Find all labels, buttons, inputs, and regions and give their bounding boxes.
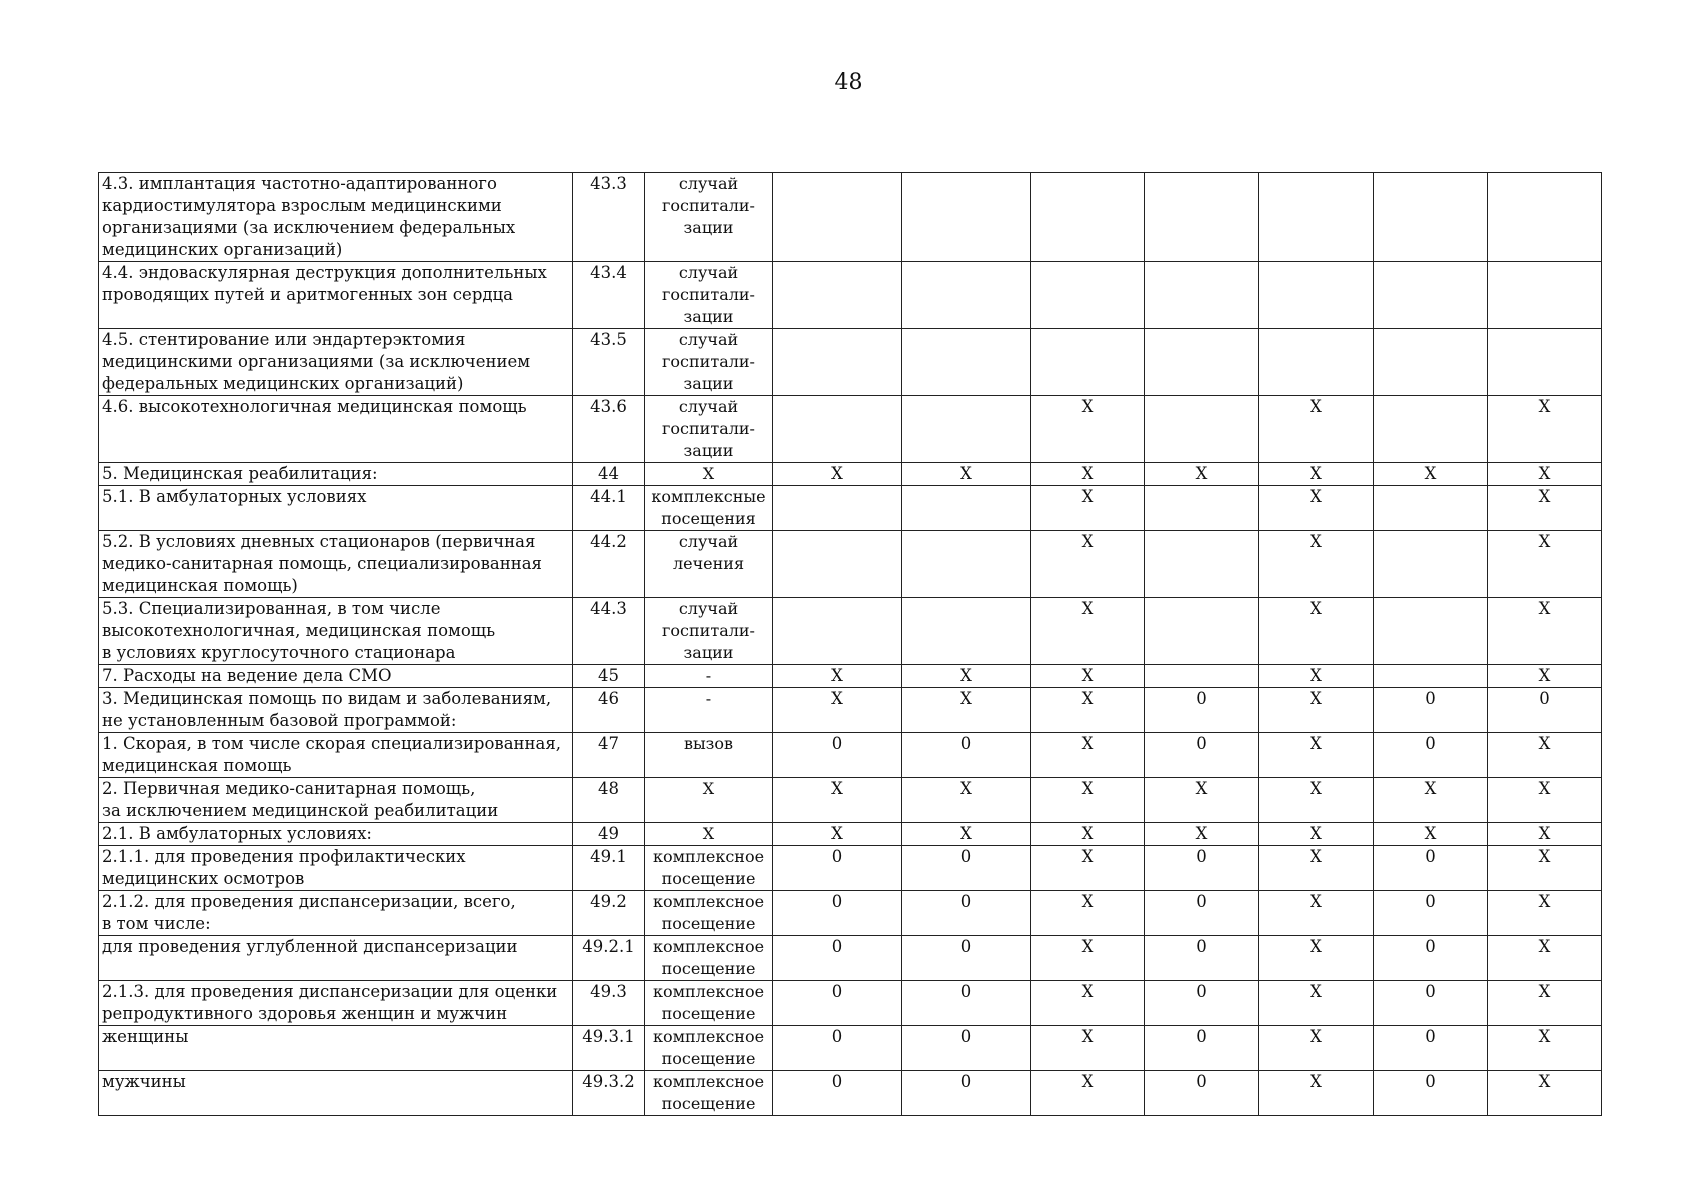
row-code-cell: 49.3.1: [573, 1026, 645, 1071]
row-value-cell: X: [902, 778, 1031, 823]
row-value-cell: X: [1259, 598, 1374, 665]
row-name-cell: [99, 846, 573, 891]
row-name-cell: [99, 688, 573, 733]
row-value-cell: X: [1259, 688, 1374, 733]
row-value-cell: X: [1031, 688, 1145, 733]
row-value-cell: X: [1031, 665, 1145, 688]
row-value-cell: X: [1488, 936, 1602, 981]
table-row: [99, 665, 1602, 688]
table-row: [99, 531, 1602, 598]
row-value-cell: X: [1488, 981, 1602, 1026]
row-value-cell: X: [1145, 778, 1259, 823]
row-value-cell: [1145, 173, 1259, 262]
row-value-cell: [1259, 262, 1374, 329]
row-value-cell: X: [902, 823, 1031, 846]
row-name-cell: [99, 598, 573, 665]
row-unit-line: комплексное: [652, 937, 765, 956]
table-body: [99, 173, 1602, 1116]
row-code-cell: 44: [573, 463, 645, 486]
row-unit-line: зации: [683, 643, 734, 662]
row-value-cell: X: [1031, 846, 1145, 891]
row-name-line: 2.1. В амбулаторных условиях:: [102, 824, 372, 843]
row-value-cell: 0: [902, 846, 1031, 891]
row-unit-line: X: [702, 779, 715, 798]
row-unit-line: лечения: [672, 554, 745, 573]
row-value-cell: [1145, 598, 1259, 665]
row-unit-line: X: [702, 824, 715, 843]
table-row: [99, 733, 1602, 778]
row-value-cell: [1374, 329, 1488, 396]
row-unit-cell: [645, 688, 773, 733]
row-value-cell: X: [1488, 778, 1602, 823]
row-unit-cell: [645, 1071, 773, 1116]
row-name-line: 2.1.3. для проведения диспансеризации для оценки: [102, 982, 558, 1001]
row-value-cell: X: [1488, 396, 1602, 463]
row-name-cell: [99, 778, 573, 823]
row-unit-cell: [645, 891, 773, 936]
page-number: 48: [834, 70, 863, 95]
row-name-line: организациями (за исключением федеральных: [102, 218, 516, 237]
row-unit-line: зации: [683, 441, 734, 460]
row-value-cell: [1145, 329, 1259, 396]
row-value-cell: [1145, 486, 1259, 531]
row-unit-line: посещение: [661, 914, 756, 933]
row-unit-line: случай: [678, 397, 739, 416]
row-value-cell: [1374, 665, 1488, 688]
row-unit-line: госпитали-: [662, 196, 755, 215]
row-name-cell: [99, 665, 573, 688]
row-name-line: медицинская помощь): [102, 576, 298, 595]
row-value-cell: X: [1145, 463, 1259, 486]
row-value-cell: 0: [1145, 981, 1259, 1026]
row-name-cell: [99, 173, 573, 262]
row-value-cell: X: [773, 778, 902, 823]
row-unit-line: комплексные: [651, 487, 766, 506]
row-value-cell: X: [1031, 936, 1145, 981]
row-value-cell: X: [1488, 891, 1602, 936]
row-value-cell: X: [1488, 846, 1602, 891]
row-value-cell: X: [1031, 891, 1145, 936]
row-value-cell: X: [1259, 891, 1374, 936]
row-name-line: 5.3. Специализированная, в том числе: [102, 599, 441, 618]
row-value-cell: [773, 329, 902, 396]
row-unit-line: комплексное: [652, 1027, 765, 1046]
row-name-line: 5.1. В амбулаторных условиях: [102, 487, 367, 506]
row-value-cell: 0: [1374, 981, 1488, 1026]
table-row: [99, 598, 1602, 665]
row-value-cell: 0: [1145, 891, 1259, 936]
row-unit-line: X: [702, 464, 715, 483]
row-code-cell: 43.4: [573, 262, 645, 329]
row-unit-line: случай: [678, 330, 739, 349]
row-value-cell: X: [902, 665, 1031, 688]
row-name-line: 3. Медицинская помощь по видам и заболеваниям,: [102, 689, 552, 708]
row-value-cell: 0: [1145, 733, 1259, 778]
row-value-cell: [1374, 262, 1488, 329]
row-unit-line: комплексное: [652, 847, 765, 866]
row-name-cell: [99, 262, 573, 329]
row-value-cell: [1488, 262, 1602, 329]
row-value-cell: X: [1488, 665, 1602, 688]
row-unit-cell: [645, 846, 773, 891]
row-name-cell: [99, 463, 573, 486]
row-unit-line: посещение: [661, 1004, 756, 1023]
row-value-cell: [1145, 665, 1259, 688]
row-code-cell: 49.3: [573, 981, 645, 1026]
row-code-cell: 43.6: [573, 396, 645, 463]
row-value-cell: X: [1374, 778, 1488, 823]
row-name-cell: [99, 396, 573, 463]
row-value-cell: X: [1031, 733, 1145, 778]
row-value-cell: X: [902, 463, 1031, 486]
row-name-line: для проведения углубленной диспансеризации: [102, 937, 518, 956]
row-unit-line: зации: [683, 307, 734, 326]
row-value-cell: [1259, 329, 1374, 396]
row-value-cell: X: [1259, 733, 1374, 778]
row-name-line: медицинских организаций): [102, 240, 343, 259]
row-unit-line: посещение: [661, 959, 756, 978]
row-unit-cell: [645, 598, 773, 665]
row-name-line: 4.4. эндоваскулярная деструкция дополнительных: [102, 263, 547, 282]
row-value-cell: [773, 486, 902, 531]
row-name-line: проводящих путей и аритмогенных зон сердца: [102, 285, 513, 304]
row-name-line: в том числе:: [102, 914, 211, 933]
table-row: [99, 262, 1602, 329]
row-value-cell: 0: [1374, 846, 1488, 891]
row-unit-line: вызов: [683, 734, 734, 753]
table-row: [99, 463, 1602, 486]
row-unit-cell: [645, 981, 773, 1026]
row-value-cell: 0: [902, 981, 1031, 1026]
row-value-cell: X: [1259, 486, 1374, 531]
row-value-cell: [1259, 173, 1374, 262]
row-code-cell: 49.1: [573, 846, 645, 891]
row-unit-line: госпитали-: [662, 419, 755, 438]
row-code-cell: 44.3: [573, 598, 645, 665]
row-name-cell: [99, 981, 573, 1026]
row-unit-line: госпитали-: [662, 285, 755, 304]
table-row: [99, 173, 1602, 262]
row-unit-line: посещение: [661, 869, 756, 888]
row-name-line: женщины: [102, 1027, 189, 1046]
row-unit-line: посещение: [661, 1094, 756, 1113]
row-name-cell: [99, 1026, 573, 1071]
row-value-cell: X: [1259, 846, 1374, 891]
row-value-cell: [1374, 598, 1488, 665]
row-value-cell: [773, 598, 902, 665]
row-code-cell: 45: [573, 665, 645, 688]
row-unit-line: -: [705, 689, 712, 708]
row-value-cell: [1145, 262, 1259, 329]
row-name-cell: [99, 823, 573, 846]
row-code-cell: 46: [573, 688, 645, 733]
row-value-cell: 0: [1374, 688, 1488, 733]
row-value-cell: X: [1374, 463, 1488, 486]
row-value-cell: 0: [773, 1071, 902, 1116]
row-value-cell: X: [1145, 823, 1259, 846]
row-value-cell: X: [773, 463, 902, 486]
row-value-cell: X: [1031, 463, 1145, 486]
row-name-line: 2.1.1. для проведения профилактических: [102, 847, 466, 866]
row-value-cell: [902, 396, 1031, 463]
row-value-cell: X: [1031, 823, 1145, 846]
row-name-line: высокотехнологичная, медицинская помощь: [102, 621, 496, 640]
row-name-line: 2. Первичная медико-санитарная помощь,: [102, 779, 476, 798]
row-unit-cell: [645, 778, 773, 823]
table-row: [99, 823, 1602, 846]
row-name-line: мужчины: [102, 1072, 186, 1091]
table-row: [99, 1071, 1602, 1116]
table-row: [99, 486, 1602, 531]
row-code-cell: 48: [573, 778, 645, 823]
row-unit-cell: [645, 531, 773, 598]
row-value-cell: 0: [1374, 936, 1488, 981]
row-unit-line: комплексное: [652, 892, 765, 911]
row-name-line: федеральных медицинских организаций): [102, 374, 464, 393]
row-name-cell: [99, 486, 573, 531]
row-value-cell: [1488, 329, 1602, 396]
row-name-cell: [99, 1071, 573, 1116]
row-name-line: 2.1.2. для проведения диспансеризации, всего,: [102, 892, 516, 911]
row-value-cell: X: [1259, 665, 1374, 688]
row-value-cell: 0: [1145, 936, 1259, 981]
row-value-cell: X: [1031, 981, 1145, 1026]
row-code-cell: 49.2: [573, 891, 645, 936]
row-value-cell: X: [1259, 1026, 1374, 1071]
table-row: [99, 329, 1602, 396]
row-value-cell: [1374, 173, 1488, 262]
row-value-cell: 0: [902, 733, 1031, 778]
row-unit-cell: [645, 329, 773, 396]
row-value-cell: 0: [902, 1026, 1031, 1071]
table-row: [99, 891, 1602, 936]
row-code-cell: 43.3: [573, 173, 645, 262]
row-unit-cell: [645, 936, 773, 981]
row-unit-cell: [645, 396, 773, 463]
row-unit-line: комплексное: [652, 982, 765, 1001]
row-name-line: медицинских осмотров: [102, 869, 305, 888]
row-unit-line: зации: [683, 374, 734, 393]
row-value-cell: X: [1259, 396, 1374, 463]
table-row: [99, 396, 1602, 463]
row-value-cell: 0: [773, 891, 902, 936]
row-unit-line: госпитали-: [662, 352, 755, 371]
row-unit-line: случай: [678, 599, 739, 618]
row-value-cell: [1374, 396, 1488, 463]
row-value-cell: X: [1488, 463, 1602, 486]
row-name-cell: [99, 936, 573, 981]
row-value-cell: X: [1031, 486, 1145, 531]
row-code-cell: 49.2.1: [573, 936, 645, 981]
table-row: [99, 846, 1602, 891]
row-value-cell: [773, 531, 902, 598]
table-row: [99, 1026, 1602, 1071]
row-value-cell: X: [1031, 1071, 1145, 1116]
row-code-cell: 44.1: [573, 486, 645, 531]
row-value-cell: X: [1374, 823, 1488, 846]
row-name-line: 4.5. стентирование или эндартерэктомия: [102, 330, 466, 349]
row-value-cell: X: [1259, 981, 1374, 1026]
row-name-line: не установленным базовой программой:: [102, 711, 457, 730]
table-row: [99, 936, 1602, 981]
table-row: [99, 778, 1602, 823]
row-unit-cell: [645, 1026, 773, 1071]
table-row: [99, 981, 1602, 1026]
row-value-cell: [902, 329, 1031, 396]
row-value-cell: 0: [902, 1071, 1031, 1116]
row-value-cell: 0: [773, 846, 902, 891]
row-value-cell: X: [773, 688, 902, 733]
row-code-cell: 43.5: [573, 329, 645, 396]
row-unit-cell: [645, 173, 773, 262]
row-value-cell: X: [1031, 778, 1145, 823]
row-value-cell: [1145, 531, 1259, 598]
row-value-cell: [773, 396, 902, 463]
row-value-cell: X: [1488, 598, 1602, 665]
row-value-cell: X: [902, 688, 1031, 733]
row-value-cell: X: [1488, 531, 1602, 598]
row-value-cell: [902, 262, 1031, 329]
row-value-cell: X: [1259, 936, 1374, 981]
row-unit-line: посещение: [661, 1049, 756, 1068]
row-value-cell: [1145, 396, 1259, 463]
row-unit-cell: [645, 262, 773, 329]
row-value-cell: [773, 262, 902, 329]
row-name-line: 4.3. имплантация частотно-адаптированного: [102, 174, 497, 193]
row-value-cell: X: [1488, 733, 1602, 778]
row-value-cell: X: [1259, 463, 1374, 486]
row-name-cell: [99, 329, 573, 396]
row-name-line: 4.6. высокотехнологичная медицинская помощь: [102, 397, 527, 416]
row-unit-line: комплексное: [652, 1072, 765, 1091]
row-name-line: в условиях круглосуточного стационара: [102, 643, 456, 662]
row-name-cell: [99, 531, 573, 598]
row-value-cell: 0: [1374, 733, 1488, 778]
row-value-cell: 0: [773, 936, 902, 981]
row-value-cell: 0: [1374, 891, 1488, 936]
row-name-cell: [99, 891, 573, 936]
row-value-cell: 0: [1145, 688, 1259, 733]
row-value-cell: X: [1488, 486, 1602, 531]
row-unit-cell: [645, 733, 773, 778]
row-value-cell: X: [773, 665, 902, 688]
row-code-cell: 49: [573, 823, 645, 846]
row-value-cell: X: [1031, 1026, 1145, 1071]
row-unit-cell: [645, 463, 773, 486]
row-code-cell: 49.3.2: [573, 1071, 645, 1116]
row-unit-line: случай: [678, 532, 739, 551]
row-unit-line: -: [705, 666, 712, 685]
row-value-cell: 0: [902, 936, 1031, 981]
row-unit-line: случай: [678, 263, 739, 282]
row-unit-line: посещения: [661, 509, 756, 528]
row-value-cell: 0: [1488, 688, 1602, 733]
row-value-cell: [902, 486, 1031, 531]
row-value-cell: 0: [773, 981, 902, 1026]
row-unit-cell: [645, 486, 773, 531]
row-value-cell: 0: [773, 733, 902, 778]
row-value-cell: X: [1488, 1026, 1602, 1071]
row-value-cell: [902, 531, 1031, 598]
row-value-cell: [1031, 329, 1145, 396]
row-value-cell: [1374, 531, 1488, 598]
row-name-line: 7. Расходы на ведение дела СМО: [102, 666, 392, 685]
row-value-cell: [1031, 173, 1145, 262]
row-name-line: медико-санитарная помощь, специализированная: [102, 554, 542, 573]
row-value-cell: 0: [1145, 846, 1259, 891]
row-unit-line: зации: [683, 218, 734, 237]
row-value-cell: X: [1031, 598, 1145, 665]
row-value-cell: [902, 598, 1031, 665]
row-value-cell: X: [1259, 531, 1374, 598]
row-code-cell: 47: [573, 733, 645, 778]
row-value-cell: X: [1031, 531, 1145, 598]
row-value-cell: [1031, 262, 1145, 329]
row-value-cell: 0: [1145, 1026, 1259, 1071]
row-value-cell: [902, 173, 1031, 262]
row-name-line: медицинскими организациями (за исключением: [102, 352, 531, 371]
row-unit-line: госпитали-: [662, 621, 755, 640]
row-name-line: медицинская помощь: [102, 756, 292, 775]
row-name-line: за исключением медицинской реабилитации: [102, 801, 499, 820]
row-value-cell: 0: [1374, 1071, 1488, 1116]
row-name-line: 5.2. В условиях дневных стационаров (первичная: [102, 532, 536, 551]
services-table: [98, 172, 1602, 1116]
row-value-cell: X: [1031, 396, 1145, 463]
row-unit-cell: [645, 823, 773, 846]
row-unit-line: случай: [678, 174, 739, 193]
table-row: [99, 688, 1602, 733]
row-value-cell: X: [1488, 1071, 1602, 1116]
row-name-line: 1. Скорая, в том числе скорая специализированная,: [102, 734, 562, 753]
row-value-cell: 0: [773, 1026, 902, 1071]
row-unit-cell: [645, 665, 773, 688]
row-value-cell: [773, 173, 902, 262]
row-name-line: репродуктивного здоровья женщин и мужчин: [102, 1004, 508, 1023]
row-value-cell: X: [1488, 823, 1602, 846]
row-value-cell: 0: [1145, 1071, 1259, 1116]
row-name-line: кардиостимулятора взрослым медицинскими: [102, 196, 502, 215]
row-code-cell: 44.2: [573, 531, 645, 598]
row-value-cell: X: [773, 823, 902, 846]
row-value-cell: X: [1259, 1071, 1374, 1116]
row-value-cell: 0: [902, 891, 1031, 936]
row-value-cell: 0: [1374, 1026, 1488, 1071]
row-value-cell: [1374, 486, 1488, 531]
row-value-cell: X: [1259, 778, 1374, 823]
row-value-cell: [1488, 173, 1602, 262]
row-name-line: 5. Медицинская реабилитация:: [102, 464, 378, 483]
row-value-cell: X: [1259, 823, 1374, 846]
row-name-cell: [99, 733, 573, 778]
